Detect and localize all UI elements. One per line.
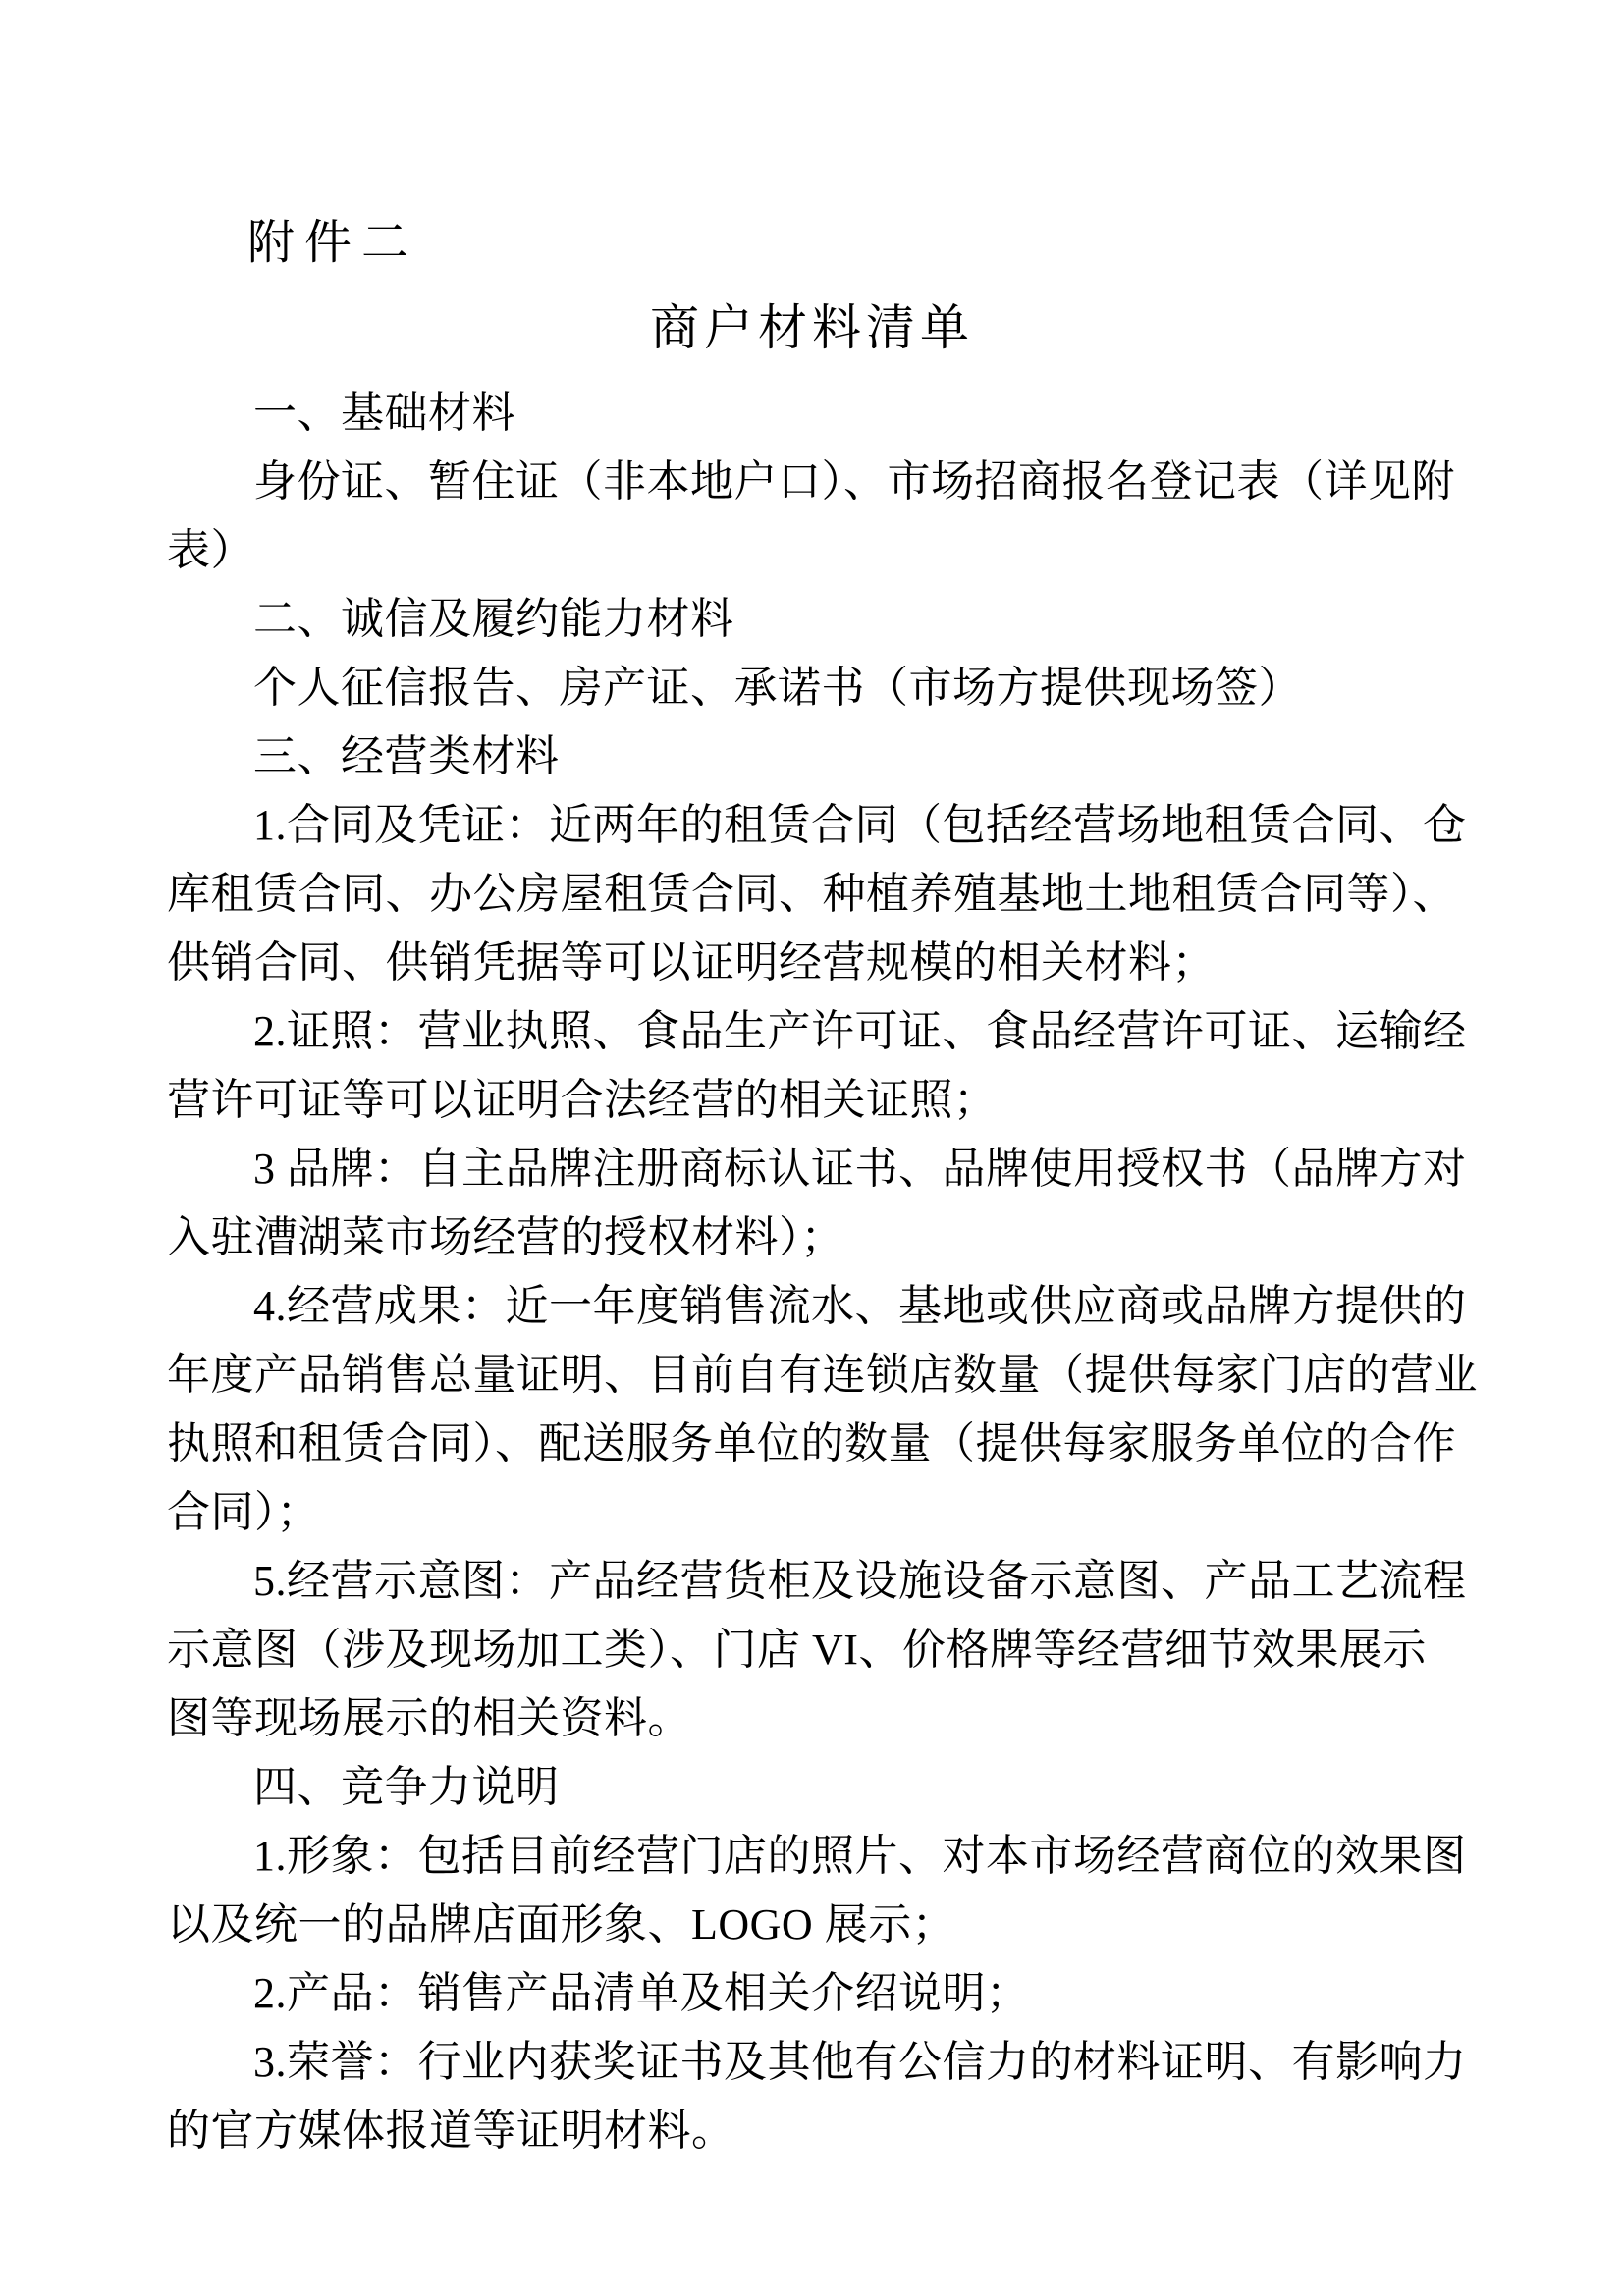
text-line: 三、经营类材料 [253,732,560,780]
document-body [167,379,1478,2165]
text-line: 2.产品：销售产品清单及相关介绍说明； [253,1969,1030,2017]
text-line: 表） [167,526,254,574]
text-line: 示意图（涉及现场加工类）、门店 VI、价格牌等经营细节效果展示 [167,1626,1427,1674]
text-line: 营许可证等可以证明合法经营的相关证照； [167,1076,998,1124]
text-line: 5.经营示意图：产品经营货柜及设施设备示意图、产品工艺流程 [253,1557,1467,1605]
text-line: 个人征信报告、房产证、承诺书（市场方提供现场签） [253,664,1302,712]
text-line: 身份证、暂住证（非本地户口）、市场招商报名登记表（详见附 [253,457,1455,506]
text-line: 库租赁合同、办公房屋租赁合同、种植养殖基地土地租赁合同等）、 [167,870,1456,918]
text-line: 3 品牌：自主品牌注册商标认证书、品牌使用授权书（品牌方对 [253,1145,1467,1193]
text-line: 供销合同、供销凭据等可以证明经营规模的相关材料； [167,938,1216,987]
text-line: 一、基础材料 [253,389,515,437]
text-line: 的官方媒体报道等证明材料。 [167,2107,735,2155]
text-line: 4.经营成果：近一年度销售流水、基地或供应商或品牌方提供的 [253,1282,1467,1330]
text-line: 合同）； [167,1488,320,1536]
document-title: 商户材料清单 [650,300,974,355]
text-line: 1.合同及凭证：近两年的租赁合同（包括经营场地租赁合同、仓 [253,801,1467,849]
text-line: 以及统一的品牌店面形象、LOGO 展示； [167,1900,956,1949]
text-line: 入驻漕湖菜市场经营的授权材料）； [167,1213,844,1261]
text-line: 3.荣誉：行业内获奖证书及其他有公信力的材料证明、有影响力 [253,2038,1467,2086]
text-line: 执照和租赁合同）、配送服务单位的数量（提供每家服务单位的合作 [167,1419,1456,1468]
text-line: 四、竞争力说明 [253,1763,560,1811]
attachment-label: 附件二 [247,217,419,269]
text-line: 图等现场展示的相关资料。 [167,1694,691,1742]
text-line: 二、诚信及履约能力材料 [253,595,734,643]
text-line: 2.证照：营业执照、食品生产许可证、食品经营许可证、运输经 [253,1007,1467,1055]
text-line: 年度产品销售总量证明、目前自有连锁店数量（提供每家门店的营业 [167,1351,1478,1399]
text-line: 1.形象：包括目前经营门店的照片、对本市场经营商位的效果图 [253,1832,1467,1880]
